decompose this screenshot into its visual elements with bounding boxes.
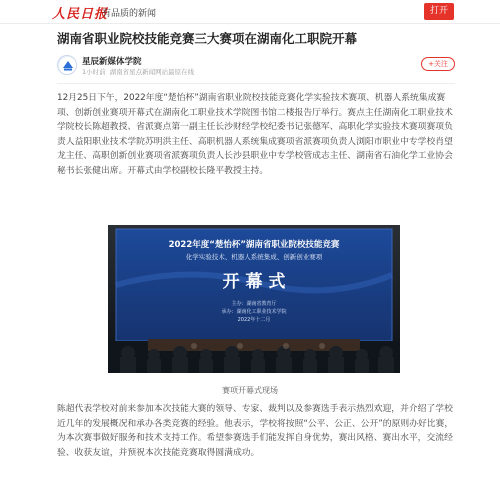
photo-banner-title: 2022年度“楚怡杯”湖南省职业院校技能竞赛 [168,240,340,250]
photo-caption: 赛项开幕式现场 [222,386,278,395]
ceremony-photo[interactable] [108,225,400,373]
photo-main-text: 开 幕 式 [222,272,286,292]
author-meta [82,67,194,76]
college-emblem-icon [58,56,77,75]
header-slogan: 有品质的新闻 [102,9,157,19]
follow-button[interactable]: +关注 [421,57,455,71]
header-divider [57,83,455,84]
photo-organizer-line: 承办：湖南化工职业技术学院 [221,309,287,315]
publish-time: 1小时前 [82,68,106,76]
article-paragraph-2: 陈超代表学校对前来参加本次技能大赛的领导、专家、裁判以及参赛选手表示热烈欢迎，并介绍了学校近几年的发展概况和承办各类竞赛的经验。他表示，学校将按照“公平、公正、公开”的原则办好比赛，为本次赛事做好服务和技术支持工作。希望参赛选手们能发挥自身优势，赛出风格、赛出水平，交流经验、收获友谊，并预祝本次技能竞赛取得圆满成功。 [57,404,454,458]
publish-source: 湖南省星点新闻网站最原在线 [109,68,195,76]
open-app-button[interactable]: 打开 [424,3,454,20]
author-avatar[interactable] [57,55,77,75]
photo-banner-subtitle: 化学实验技术、机器人系统集成、创新创业赛项 [185,253,323,261]
photo-host-line: 主办：湖南省教育厅 [231,301,277,307]
photo-date-line: 2022年十二月 [237,317,271,323]
article-title: 湖南省职业院校技能竞赛三大赛项在湖南化工职院开幕 [57,31,358,46]
peoples-daily-logo[interactable]: 人民日报 [52,7,109,22]
article-paragraph-1: 12月25日下午，2022年度“楚怡杯”湖南省职业院校技能竞赛化学实验技术赛项、机器人系统集成赛项、创新创业赛项开幕式在湖南化工职业技术学院图书馆二楼报告厅举行。赛点主任湖南化工职业技术学院校长陈超教授、省派赛点第一副主任长沙财经学校纪委书记张德军、高职化学实验技术赛项赛项负责人益阳职业技术学院苏明洪主任、高职机器人系统集成赛项省派赛项负责人浏阳市职业中专学校肖望龙主任、高职创新创业赛项省派赛项负责人长沙县职业中专学校管成志主任、湖南省石油化学工业协会秘书长张健出席。开幕式由学校副校长隆平教授主持。 [57,93,453,176]
app-header [0,0,500,24]
ceremony-photo-graphic [108,225,400,373]
author-name[interactable]: 星辰新媒体学院 [82,57,142,67]
